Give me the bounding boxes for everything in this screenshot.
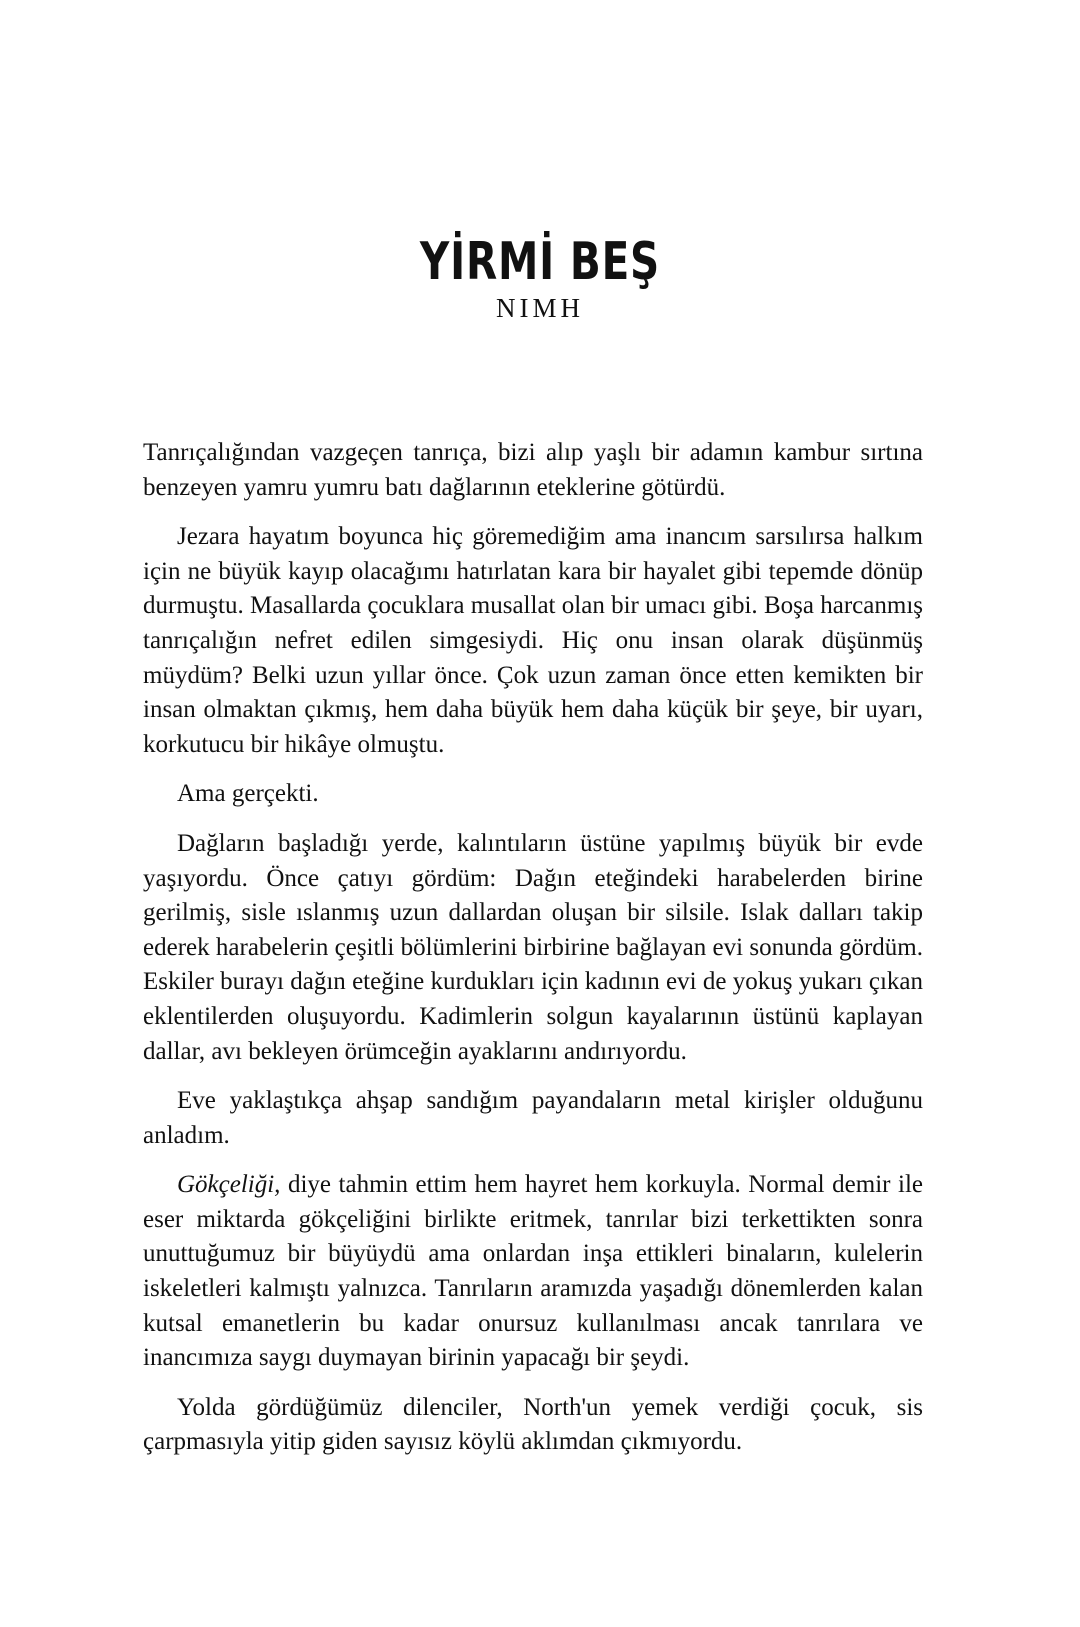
paragraph-7: Yolda gördüğümüz dilenciler, North'un yemek verdiği çocuk, sis çarpmasıyla yitip giden sayısız köylü aklımdan çıkmıyordu.	[143, 1393, 923, 1456]
chapter-body	[143, 436, 923, 1475]
paragraph-3: Ama gerçekti.	[177, 780, 319, 808]
chapter-subtitle: NIMH	[496, 293, 584, 323]
paragraph-4: Dağların başladığı yerde, kalıntıların üstüne yapılmış büyük bir evde yaşıyordu. Önce çatıyı gördüm: Dağın eteğindeki harabelerden birine gerilmiş, sisle ıslanmış uzun dallardan oluşan bir silsile. Islak dalları takip ederek harabelerin çeşitli bölümlerini birbirine bağlayan evi sonunda gördüm. Eskiler burayı dağın eteğine kurdukları için kadının evi de yokuş yukarı çıkan eklentilerden oluşuyordu. Kadimlerin solgun kayalarının üstünü kaplayan dallar, avı bekleyen örümceğin ayaklarını andırıyordu.	[143, 829, 923, 1065]
paragraph-5: Eve yaklaştıkça ahşap sandığım payandaların metal kirişler olduğunu anladım.	[143, 1087, 923, 1149]
paragraph-6-text: diye tahmin ettim hem hayret hem korkuyla. Normal demir ile eser miktarda gökçeliğini birlikte eritmek, tanrılar bizi terkettikten sonra unuttuğumuz bir büyüydü ama onlardan inşa ettikleri binaların, kulelerin iskeletleri kalmıştı yalnızca. Tanrıların aramızda yaşadığı dönemlerden kalan kutsal emanetlerin bu kadar onursuz kullanılması ancak tanrılara ve inancımıza saygı duymayan birinin yapacağı bir şeydi.	[143, 1171, 923, 1372]
paragraph-6-italic: Gökçeliği,	[177, 1171, 281, 1199]
paragraph-1: Tanrıçalığından vazgeçen tanrıça, bizi alıp yaşlı bir adamın kambur sırtına benzeyen yamru yumru batı dağlarının eteklerine götürdü.	[143, 439, 923, 501]
paragraph-6	[143, 1168, 923, 1376]
paragraph-2: Jezara hayatım boyunca hiç göremediğim ama inancım sarsılırsa halkım için ne büyük kayıp olacağımı hatırlatan kara bir hayalet gibi tepemde dönüp durmuştu. Masallarda çocuklara musallat olan bir umacı gibi. Boşa harcanmış tanrıçalığın nefret edilen simgesiydi. Hiç onu insan olarak düşünmüş müydüm? Belki uzun yıllar önce. Çok uzun zaman önce etten kemikten bir insan olmaktan çıkmış, hem daha büyük hem daha küçük bir şeye, bir uyarı, korkutucu bir hikâye olmuştu.	[143, 523, 923, 758]
chapter-title: YİRMİ BEŞ	[419, 232, 661, 292]
